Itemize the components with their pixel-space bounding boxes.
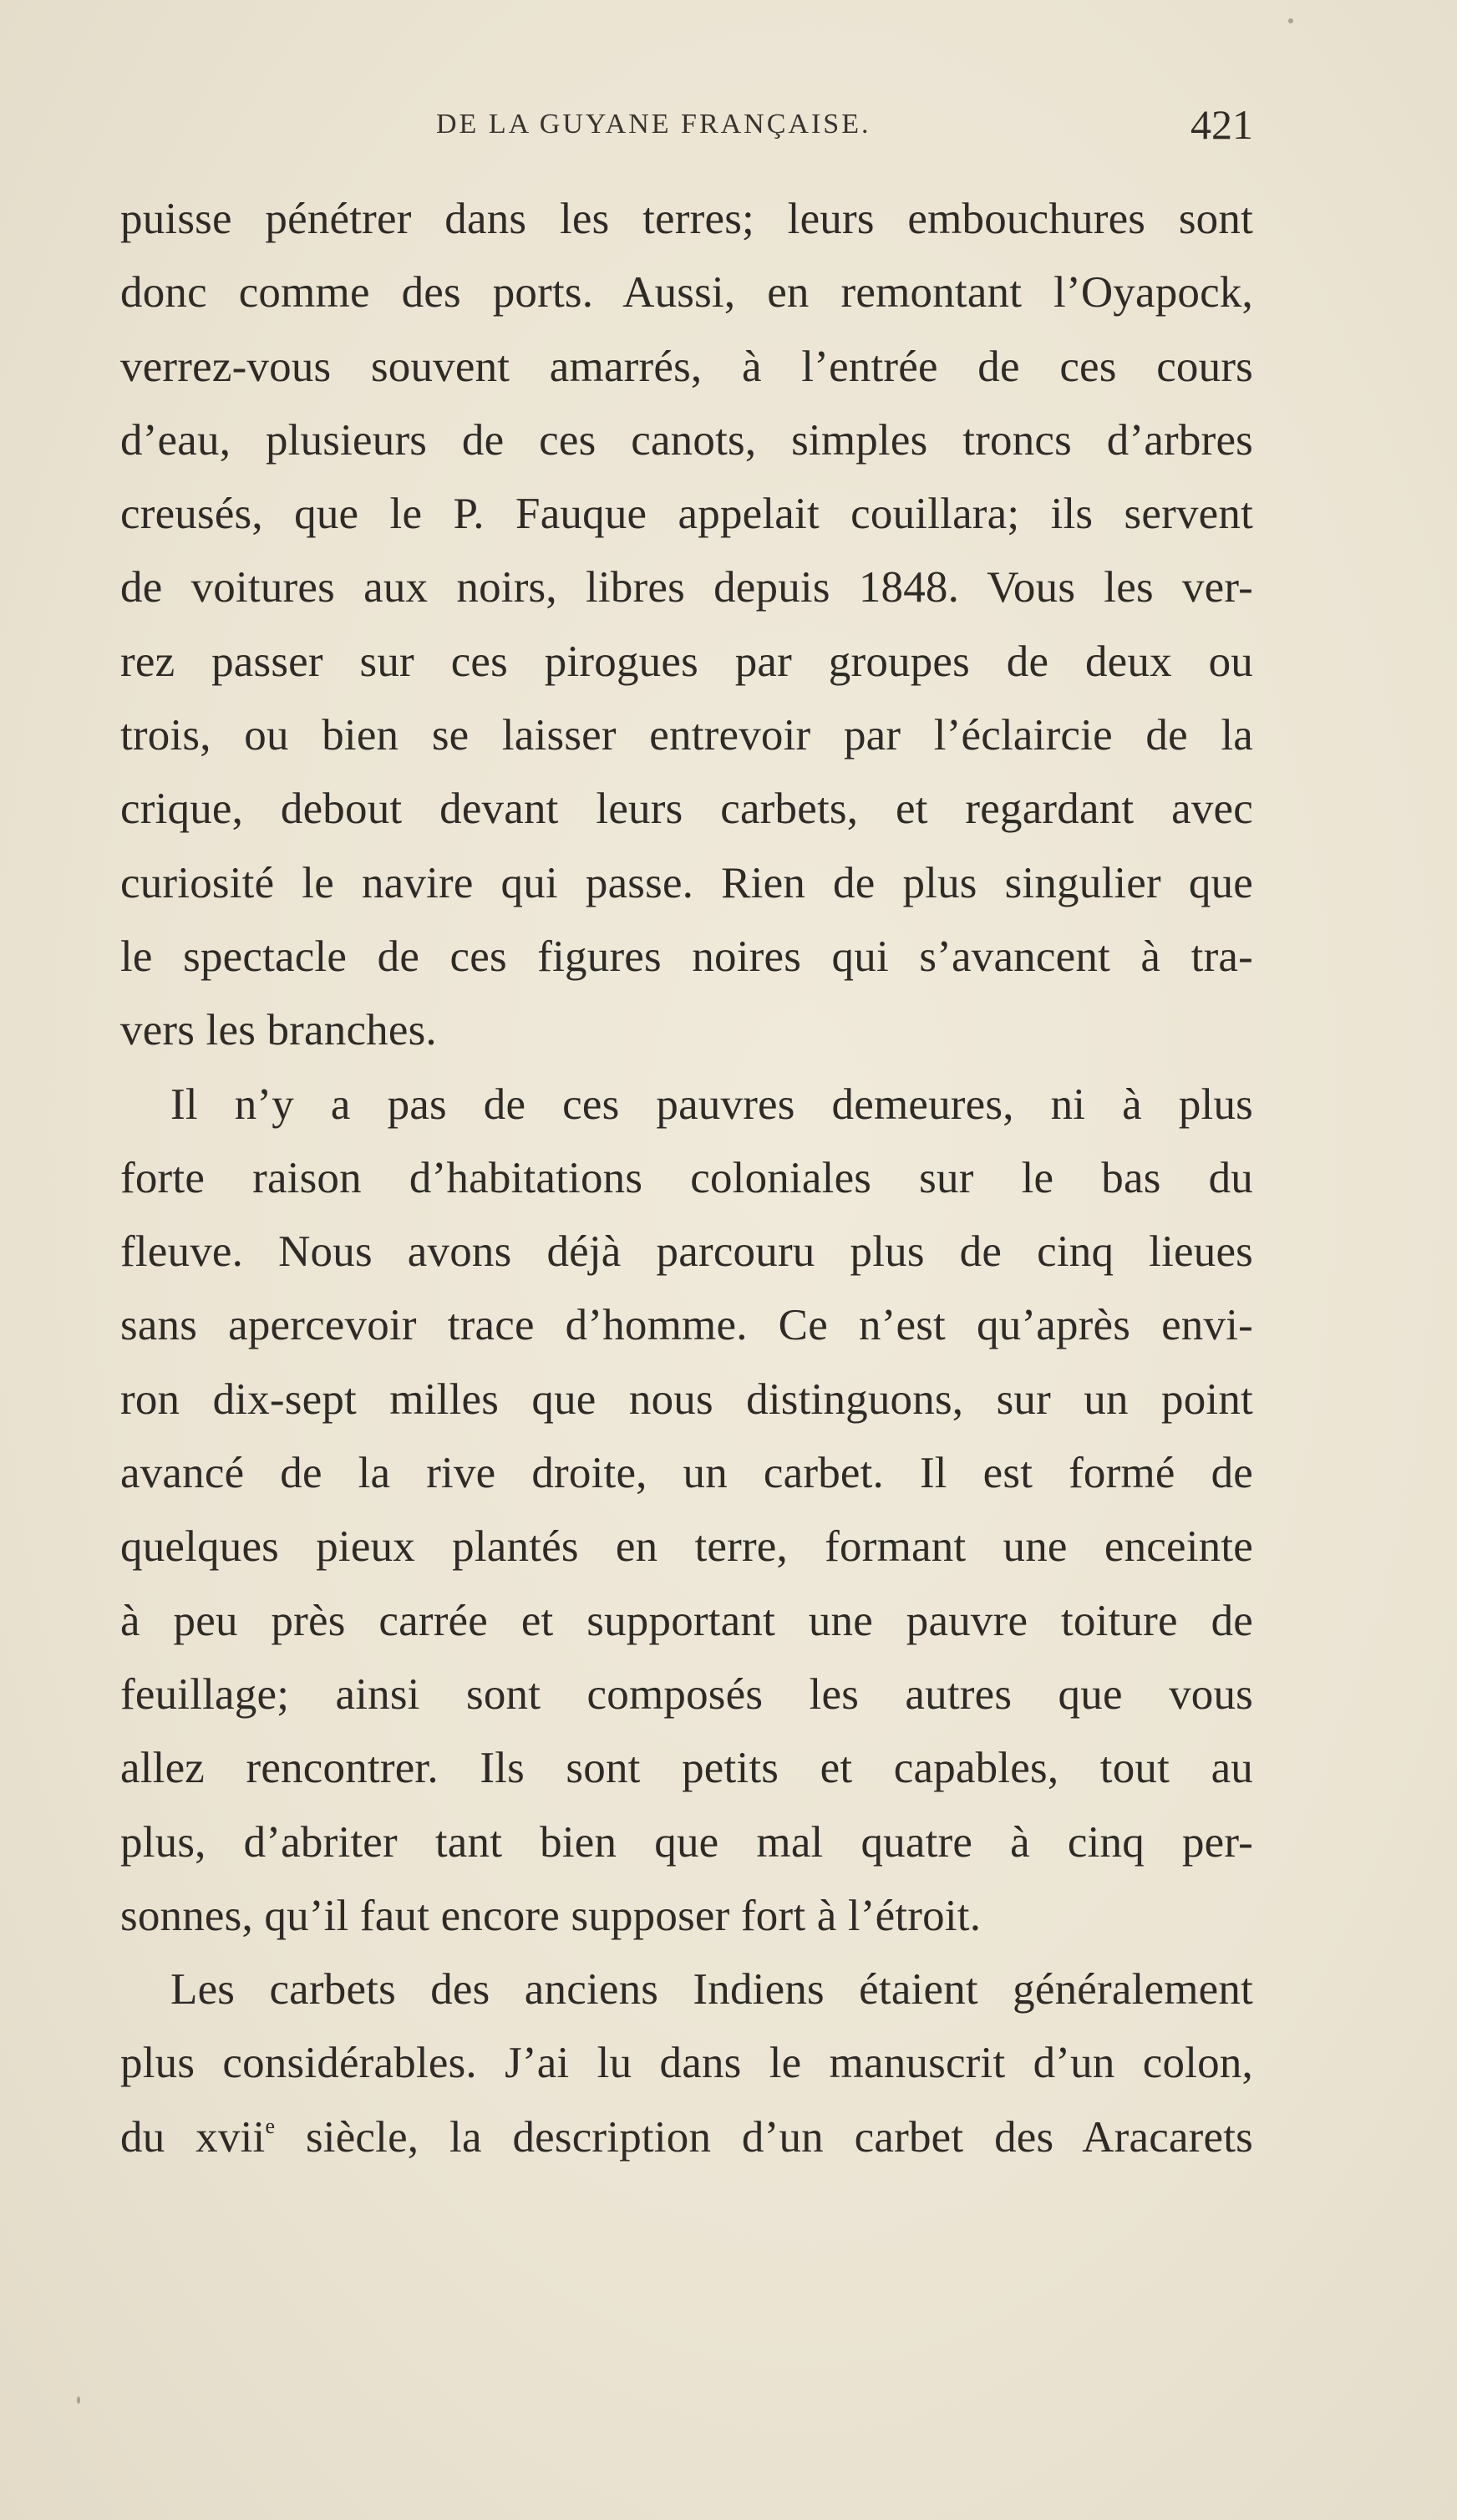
text-line: quelques pieux plantés en terre, formant une enceinte [120,1522,1253,1572]
text-line: ron dix-sept milles que nous distinguons, sur un point [120,1374,1253,1424]
text-line: le spectacle de ces figures noires qui s’avancent à tra- [120,932,1253,981]
text-line: allez rencontrer. Ils sont petits et capables, tout au [120,1744,1253,1793]
text-line: plus considérables. J’ai lu dans le manuscrit d’un colon, [120,2039,1253,2088]
text-line: rez passer sur ces pirogues par groupes de deux ou [120,637,1253,686]
text-line: de voitures aux noirs, libres depuis 1848. Vous les ver- [120,563,1253,612]
text-line: trois, ou bien se laisser entrevoir par l’éclaircie de la [120,711,1253,760]
text-line-rest: siècle, la description d’un carbet des Aracarets [275,2112,1253,2162]
text-line: avancé de la rive droite, un carbet. Il est formé de [120,1449,1253,1498]
text-line: curiosité le navire qui passe. Rien de plus singulier que [120,858,1253,907]
century-roman: du xvii [120,2112,266,2162]
text-line: feuillage; ainsi sont composés les autres que vous [120,1669,1253,1719]
text-line: sonnes, qu’il faut encore supposer fort à l’étroit. [120,1891,982,1940]
century-superscript: e [265,2113,276,2138]
text-line: creusés, que le P. Fauque appelait couillara; ils servent [120,490,1253,539]
body-text [120,182,1253,2174]
text-line: vers les branches. [120,1006,437,1055]
text-line: sans apercevoir trace d’homme. Ce n’est qu’après envi- [120,1301,1253,1350]
text-line: crique, debout devant leurs carbets, et regardant avec [120,785,1253,834]
text-line: Les carbets des anciens Indiens étaient généralement [170,1965,1253,2014]
text-line: puisse pénétrer dans les terres; leurs embouchures sont [120,195,1253,243]
page-number: 421 [1190,101,1253,148]
text-line: forte raison d’habitations coloniales sur le bas du [120,1153,1253,1202]
text-line: fleuve. Nous avons déjà parcouru plus de cinq lieues [120,1227,1253,1277]
text-line: plus, d’abriter tant bien que mal quatre à cinq per- [120,1817,1253,1867]
text-line: verrez-vous souvent amarrés, à l’entrée de ces cours [120,342,1253,391]
paper-speck [1288,18,1293,23]
paper-speck [77,2396,80,2404]
text-line: Il n’y a pas de ces pauvres demeures, ni à plus [170,1080,1253,1129]
page-header [120,94,1253,169]
text-line: donc comme des ports. Aussi, en remontant l’Oyapock, [120,268,1253,318]
text-line: d’eau, plusieurs de ces canots, simples troncs d’arbres [120,415,1253,465]
text-line [120,2101,1253,2174]
text-line: à peu près carrée et supportant une pauvre toiture de [120,1596,1253,1645]
running-title: DE LA GUYANE FRANÇAISE. [436,109,871,140]
